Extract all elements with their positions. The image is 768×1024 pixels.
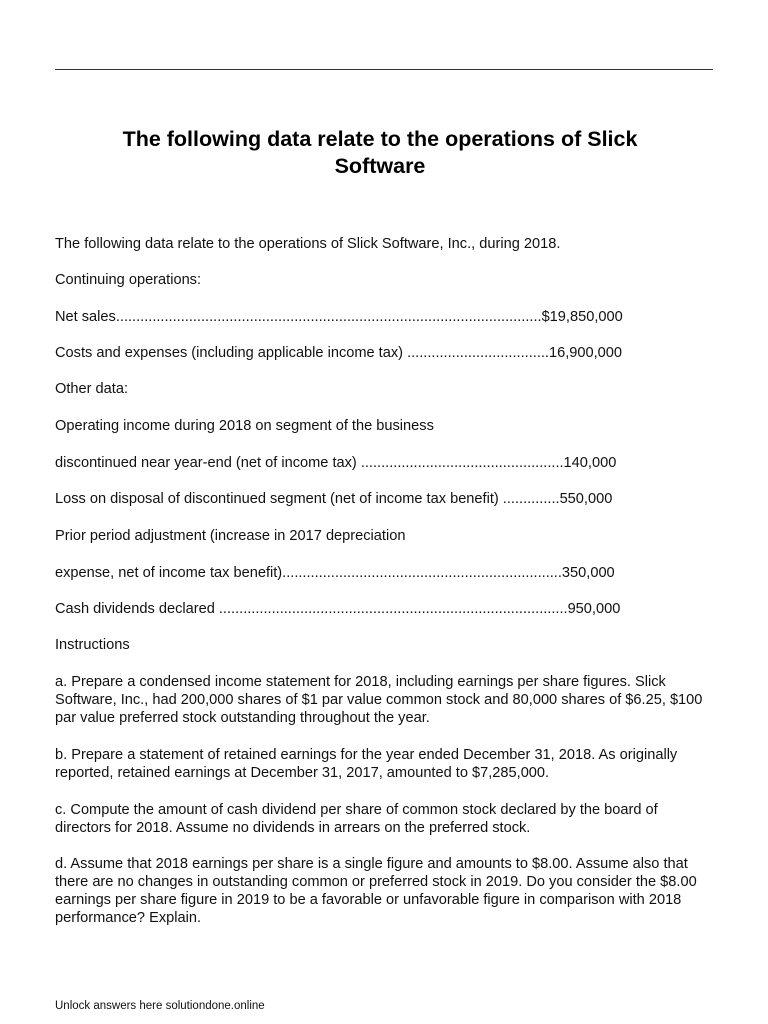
instructions-heading: Instructions [55,637,130,653]
continuing-operations-heading: Continuing operations: [55,272,202,288]
operating-income-line-2: discontinued near year-end (net of income tax) ..................................................140,000 [55,455,617,471]
page-title: The following data relate to the operations of Slick Software [122,127,638,178]
footer-text: Unlock answers here solutiondone.online [55,1000,265,1012]
instruction-d: d. Assume that 2018 earnings per share is a single figure and amounts to $8.00. Assume also that there are no changes in outstanding common or preferred stock in 2019. Do you consider the $8.00 earnings per share figure in 2019 to be a favorable or unfavorable figure in comparison with 2018 performance? Explain. [55,856,697,926]
other-data-heading: Other data: [55,381,129,397]
top-divider [55,69,713,70]
costs-expenses-line: Costs and expenses (including applicable income tax) ...................................16,900,000 [55,345,623,361]
loss-disposal-line: Loss on disposal of discontinued segment (net of income tax benefit) ..............550,000 [55,491,613,507]
cash-dividends-line: Cash dividends declared ......................................................................................950,000 [55,601,621,617]
instruction-a: a. Prepare a condensed income statement for 2018, including earnings per share figures. Slick Software, Inc., had 200,000 shares of $1 par value common stock and 80,000 shares of $6.25, $100 par value preferred stock outstanding throughout the year. [55,674,703,726]
instruction-b: b. Prepare a statement of retained earnings for the year ended December 31, 2018. As originally reported, retained earnings at December 31, 2017, amounted to $7,285,000. [55,747,678,781]
instruction-c: c. Compute the amount of cash dividend per share of common stock declared by the board of directors for 2018. Assume no dividends in arrears on the preferred stock. [55,802,658,836]
intro-text: The following data relate to the operations of Slick Software, Inc., during 2018. [55,236,561,252]
prior-period-adjustment-line-1: Prior period adjustment (increase in 2017 depreciation [55,528,406,544]
operating-income-line-1: Operating income during 2018 on segment of the business [55,418,434,434]
net-sales-line: Net sales.........................................................................................................$19,850,000 [55,309,623,325]
prior-period-adjustment-line-2: expense, net of income tax benefit).....................................................................350,000 [55,565,615,581]
